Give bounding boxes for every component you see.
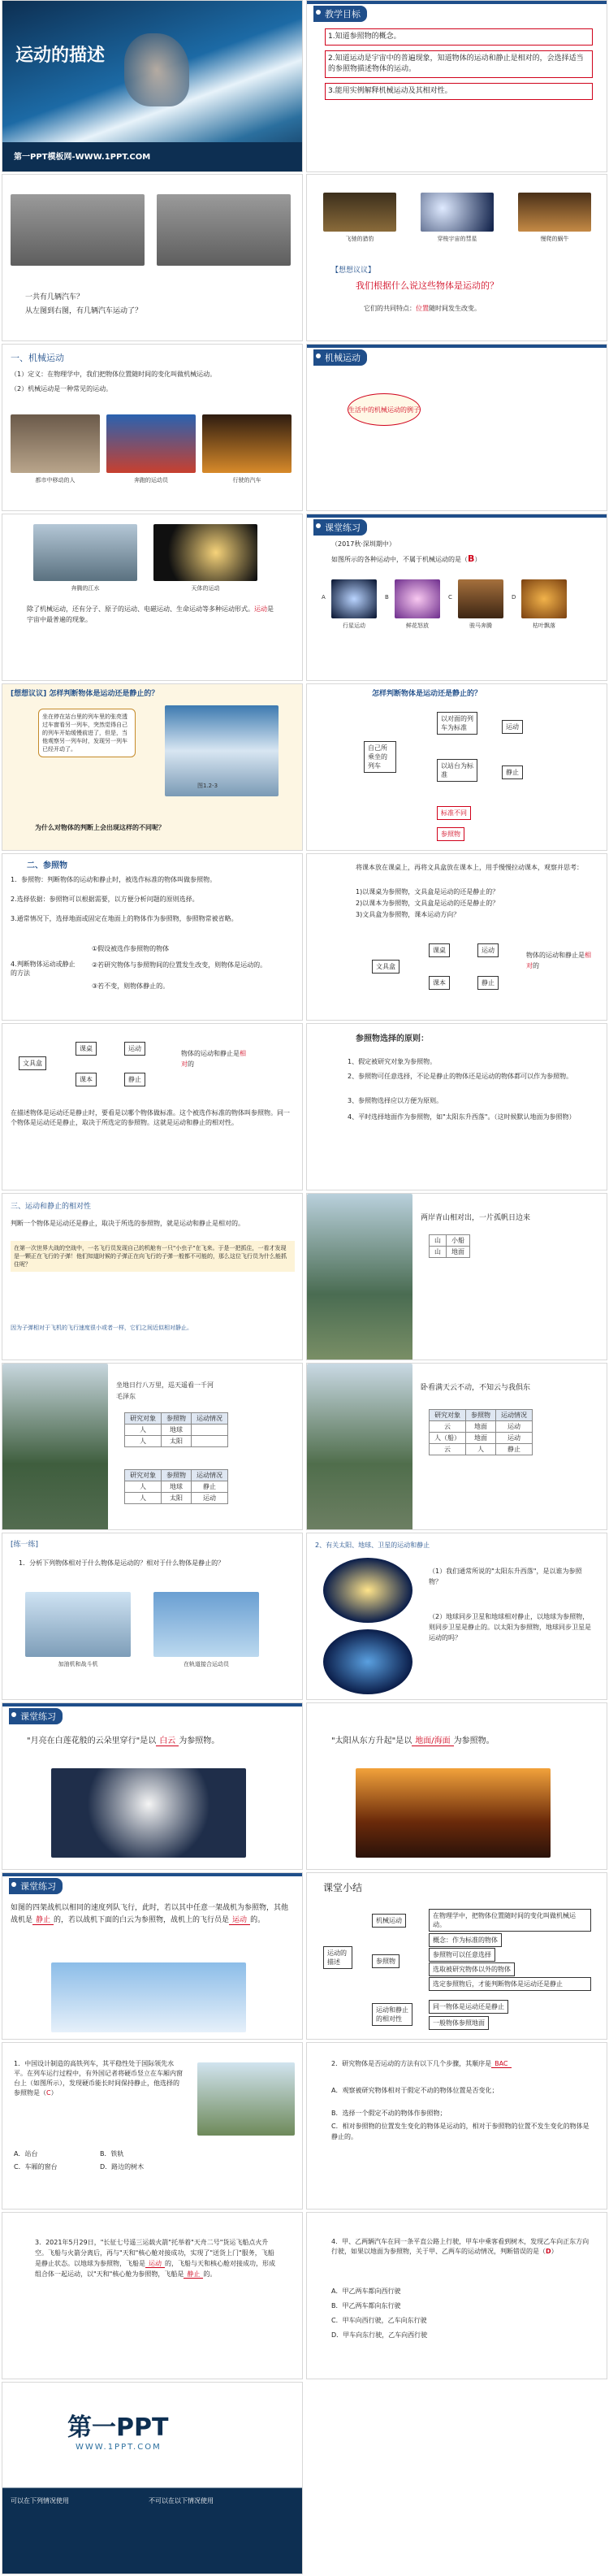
rocket-question: 3．2021年5月29日，"长征七号遥三运载火箭"托举着"天舟二号"货运飞船点火升空。飞船与火箭分离后，再与"天和"核心舱对接成功，实现了"送货上门"服务，飞船是静止状态。以地球为参照物，飞船是 运动 的，飞船与天和核心舱对接成功，形成组合体一起运动，以"天和"核心舱为参照物，飞船是 静止 的。 [35, 2239, 275, 2278]
brand-logo: 第一PPT [67, 2413, 169, 2442]
slide-practice-moon [2, 1702, 303, 1870]
ref-choice: 2.选择依据：参照物可以根据需要，以方便分析问题的原则选择。 [11, 896, 199, 903]
opt-c-label: C [448, 594, 452, 601]
planets-photo [153, 524, 257, 581]
opt-a-label: A [322, 594, 326, 601]
slide-practice-1 [306, 514, 607, 681]
brand-url: WWW.1PPT.COM [76, 2443, 162, 2452]
caption-flower: 鲜花怒放 [406, 622, 429, 629]
relative-note: 物体的运动和静止是相对的 [526, 952, 591, 969]
summary-node-ref: 参照物 [372, 1954, 400, 1968]
poem-2-author: 毛泽东 [116, 1393, 136, 1400]
method-step-2: ②若研究物体与参照物间的位置发生改变，则物体是运动的。 [92, 961, 267, 969]
caption-river: 奔腾的江水 [71, 585, 100, 592]
summary-center: 运动的描述 [323, 1946, 352, 1969]
ref-def: 1．参照物：判断物体的运动和静止时，被选作标准的物体叫做参照物。 [11, 876, 217, 883]
refuel-plane-photo [25, 1592, 131, 1657]
principles-title: 参照物选择的原则： [356, 1034, 429, 1043]
train-window-coin-image [197, 2062, 295, 2136]
opt-b: B．铁轨 [100, 2150, 124, 2158]
moon-question: "月亮在白莲花般的云朵里穿行"是以 白云 为参照物。 [27, 1737, 220, 1746]
sun-question: "太阳从东方升起"是以 地面/海面 为参照物。 [331, 1737, 495, 1746]
car-photo [202, 414, 292, 473]
ref-usual: 3.通常情况下，选择地面或固定在地面上的物体作为参照物，参照物常被省略。 [11, 915, 238, 922]
state-move: 运动 [477, 943, 499, 957]
goal-1: 1.知道参照物的概念。 [325, 28, 593, 46]
opt-d-label: D [512, 594, 516, 601]
think-question: 我们根据什么说这些物体是运动的？ [356, 280, 499, 291]
slide-q-train [2, 2042, 303, 2210]
state-still: 静止 [477, 976, 499, 990]
caption-comet: 穿梭宇宙的彗星 [437, 236, 477, 242]
poem-3-title: 卧看满天云不动，不知云与我俱东 [421, 1384, 531, 1392]
ref-book-2: 课本 [76, 1073, 97, 1086]
train-story: 坐在停在站台里的列车里的张亮透过车窗看另一列车，突然觉得自己的列车开始缓慢前进了，但是，当他观察另一列车时，发现另一列车已经开动了。 [38, 709, 136, 757]
step-b: B．选择一个假定不动的物体作参照物； [331, 2110, 447, 2117]
question-mech: 如图所示的各种运动中，不属于机械运动的是（B） [331, 553, 482, 564]
slide-examples [306, 344, 607, 511]
karst-photo [2, 1364, 108, 1530]
summary-node-rel: 运动和静止的相对性 [372, 2003, 412, 2026]
summary-leaf-6: 同一物体是运动还是静止 [429, 2000, 508, 2014]
cheetah-photo [323, 193, 396, 232]
sun-q1: （1）我们通常所说的"太阳东升西落"，是以谁为参照物？ [429, 1568, 582, 1585]
relative-p1: 判断一个物体是运动还是静止，取决于所选的参照物，就是运动和静止是相对的。 [11, 1220, 244, 1227]
slide-title [2, 0, 303, 172]
sunrise-image [356, 1768, 551, 1858]
slide-poem-3 [306, 1363, 607, 1530]
summary-leaf-3: 参照物可以任意选择 [429, 1948, 495, 1962]
summary-leaf-2: 概念：作为标准的物体 [429, 1933, 502, 1947]
figure-label: 图1.2-3 [197, 783, 218, 789]
train-window-image [165, 705, 279, 796]
relative-note-2: 物体的运动和静止是相对的 [181, 1050, 246, 1068]
state-move-2: 运动 [124, 1042, 145, 1056]
slide-goals [306, 0, 607, 172]
think-answer: 它们的共同特点：位置随时间发生改变。 [364, 305, 481, 312]
poem-3-table: 研究对象 参照物 运动情况 云 地面 运动 人（船） 地面 运动 云 人 静止 [429, 1409, 533, 1455]
slide-poem-2 [2, 1363, 303, 1530]
opt-d: D．路边的树木 [100, 2163, 145, 2171]
method-step-3: ③若不变，则物体静止的。 [92, 982, 170, 990]
state-static: 静止 [502, 765, 523, 779]
car-opt-a: A．甲乙两车都向西行驶 [331, 2288, 401, 2295]
car-opt-c: C．甲车向西行驶，乙车向东行驶 [331, 2317, 427, 2324]
runner-photo [106, 414, 196, 473]
header-goals: 教学目标 [313, 6, 367, 22]
principle-2: 2、参照物可任意选择，不论是静止的物体还是运动的物体都可以作为参照物。 [348, 1073, 573, 1080]
platform-ref: 以站台为标准 [437, 759, 477, 782]
comet-photo [421, 193, 494, 232]
ref-desk-2: 课桌 [76, 1042, 97, 1056]
bullet-2: 从左图到右图，有几辆汽车运动了？ [25, 307, 143, 315]
lake-photo [307, 1364, 412, 1530]
summary-node-mech: 机械运动 [372, 1914, 406, 1928]
obj-box-2: 文具盒 [19, 1056, 46, 1070]
slide-reference [2, 853, 303, 1021]
cars-question: 4．甲、乙两辆汽车在同一条平直公路上行驶，甲车中乘客看到树木，发现乙车向正东方向行驶，如果以地面为参照物，关于甲、乙两车的运动情况，判断错误的是（D） [331, 2238, 590, 2255]
slide-mech-motion [2, 344, 303, 511]
slide-cars [2, 174, 303, 341]
jets-question: 如图的四架战机以相同的速度列队飞行，此时，若以其中任意一架战机为参照物，其他战机是 静止 的，若以战机下面的白云为参照物，战机上的飞行员是 运动 的。 [11, 1904, 289, 1924]
slide-practice-planes [2, 1533, 303, 1700]
poem-2-table-a: 研究对象 参照物 运动情况 人 地球 人 太阳 [124, 1412, 228, 1447]
slide-principles [306, 1023, 607, 1190]
exp-q3: 3)文具盒为参照物，课本运动方向？ [356, 911, 460, 918]
car-opt-b: B．甲乙两车都向东行驶 [331, 2302, 401, 2309]
river-mountain-photo [307, 1194, 412, 1360]
caption-skydiver: 在轨道接合运动员 [184, 1661, 229, 1667]
jets-image [51, 1962, 246, 2032]
step-a: A．观察被研究物体相对于假定不动的物体位置是否变化； [331, 2087, 499, 2094]
goal-2: 2.知道运动是宇宙中的普遍现象，知道物体的运动和静止是相对的，会选择适当的参照物描述物体的运动。 [325, 50, 593, 78]
slide-poem-1 [306, 1193, 607, 1360]
slide-relativity [2, 1023, 303, 1190]
slide-practice-jets [2, 1872, 303, 2040]
footer-url: 第一PPT模板网-WWW.1PPT.COM [14, 153, 151, 162]
slide-practice-sun [306, 1702, 607, 1870]
caption-snail: 慢爬的蜗牛 [540, 236, 569, 242]
principle-3: 3、参照物选择应以方便为原则。 [348, 1097, 443, 1104]
caption-cheetah: 飞驰的猎豹 [345, 236, 374, 242]
slide-title-text: 运动的描述 [15, 46, 106, 66]
exp-q2: 2)以课本为参照物，文具盒是运动的还是静止的？ [356, 900, 499, 907]
slide-observe [306, 174, 607, 341]
ref-book: 课本 [429, 976, 450, 990]
car-opt-d: D．甲车向东行驶，乙车向西行驶 [331, 2331, 428, 2339]
slide-q-steps [306, 2042, 607, 2210]
exp-q1: 1)以课桌为参照物，文具盒是运动的还是静止的？ [356, 888, 499, 896]
heading-reference: 二、参照物 [27, 861, 67, 870]
slide-other-motion [2, 514, 303, 681]
ref-desk: 课桌 [429, 943, 450, 957]
practice-question: 1．分析下列物体相对于什么物体是运动的？相对于什么物体是静止的？ [19, 1559, 225, 1567]
goal-3: 3.能用实例解释机械运动及其相对性。 [325, 83, 593, 100]
opt-b-label: B [385, 594, 389, 601]
flower-option-image [395, 579, 440, 618]
leaf-option-image [521, 579, 567, 618]
relativity-paragraph: 在描述物体是运动还是静止时，要看是以哪个物体做标准。这个被选作标准的物体叫参照物。同一个物体是运动还是静止，取决于所选定的参照物。这就是运动和静止的相对性。 [11, 1109, 290, 1126]
sun-q2: （2）地球同步卫星和地球相对静止，以地球为参照物，则同步卫星是静止的。以太阳为参照物，地球同步卫星是运动的吗？ [429, 1613, 591, 1641]
think-title: 【想想议议】 [331, 267, 376, 275]
principle-1: 1、假定被研究对象为参照物。 [348, 1058, 437, 1065]
different-standard: 标准不同 [437, 806, 471, 820]
snail-photo [518, 193, 591, 232]
definition: （1）定义：在物理学中，我们把物体位置随时间的变化叫做机械运动。 [11, 371, 217, 378]
steps-question: 2．研究物体是否运动的方法有以下几个步骤，其顺序是 BAC [331, 2059, 591, 2069]
caption-crowd: 都市中移动的人 [35, 477, 76, 484]
caption-planet: 行星运动 [343, 622, 365, 629]
caption-runner: 奔跑的运动员 [134, 477, 168, 484]
planet-option-image [331, 579, 377, 618]
state-still-2: 静止 [124, 1073, 145, 1086]
bubble-text: 生活中的机械运动的例子 [348, 405, 420, 414]
street-photo-left [11, 194, 145, 266]
exp-intro: 将课本放在课桌上，再将文具盒放在课本上，用手慢慢拉动课本，观察并思考： [356, 864, 583, 871]
ww1-story: 在第一次世界大战的空战中，一名飞行员发现自己的机舱有一只"小虫子"在飞来。于是一把抓住，一看才发现是一颗正在飞行的子弹！他们知道时候的子弹正在向飞行的子弹一般都不可能的，那么这位飞行员为什么能抓住呢？ [11, 1241, 295, 1272]
header-practice-jets: 课堂练习 [9, 1878, 63, 1894]
surfer-image [124, 33, 189, 106]
summary-title: 课堂小结 [323, 1882, 363, 1893]
poem-1-table: 山 小船 山 地面 [429, 1234, 470, 1258]
slide-relative-motion [2, 1193, 303, 1360]
caption-horse: 骏马奔腾 [469, 622, 492, 629]
earth-satellite-image [323, 1629, 412, 1694]
summary-leaf-5: 选定参照物后，才能判断物体是运动还是静止 [429, 1977, 591, 1991]
caption-refuel: 加油机和战斗机 [58, 1661, 98, 1667]
summary-leaf-7: 一般物体参照地面 [429, 2016, 489, 2030]
prohibited-uses: 不可以在以下情况使用 [149, 2497, 214, 2504]
slide-q-cars [306, 2212, 607, 2379]
slide-pencil-box [306, 853, 607, 1021]
train-coin-question: 1．中国设计制造的高铁列车，其平稳性处于国际领先水平。在列车运行过程中，有外国记者将硬币竖立在车厢内窗台上（如图所示），发现硬币能长时间保持静止，他选择的参照物是（C） [14, 2060, 183, 2097]
skydiver-photo [153, 1592, 259, 1657]
heading-mech: 一、机械运动 [11, 353, 64, 363]
sun-earth-heading: 2、有关太阳、地球、卫星的运动和静止 [315, 1542, 430, 1549]
source: （2017秋·深圳期中） [331, 540, 395, 548]
state-moving: 运动 [502, 720, 523, 734]
heading-relative: 三、运动和静止的相对性 [11, 1203, 92, 1211]
slide-q-rocket [2, 2212, 303, 2379]
practice-title: [练一练] [11, 1541, 39, 1549]
obj-box: 文具盒 [372, 960, 400, 974]
caption-planets: 天体的运动 [191, 585, 220, 592]
horse-option-image [458, 579, 503, 618]
street-photo-right [157, 194, 291, 266]
bullet-1: 一共有几辆汽车？ [25, 293, 84, 301]
slide-summary [306, 1872, 607, 2040]
why-question: 为什么对物体的判断上会出现这样的不同呢？ [35, 824, 165, 831]
other-motion-text: 除了机械运动，还有分子、原子的运动、电磁运动、生命运动等多种运动形式。运动是宇宙中最普遍的现象。 [27, 605, 274, 623]
method-step-1: ①假设被选作参照物的物体 [92, 945, 170, 952]
common-motion: （2）机械运动是一种常见的运动。 [11, 385, 113, 392]
header-practice-1: 课堂练习 [313, 519, 367, 536]
summary-leaf-1: 在物理学中，把物体位置随时间的变化叫做机械运动。 [429, 1909, 591, 1932]
moon-clouds-image [51, 1768, 246, 1858]
think-train-title: [想想议议] 怎样判断物体是运动还是静止的？ [11, 690, 159, 698]
opt-a: A．站台 [14, 2150, 38, 2158]
poem-2-title: 坐地日行八万里，巡天遥看一千河 [116, 1381, 214, 1389]
header-practice-moon: 课堂练习 [9, 1708, 63, 1724]
crowd-photo [11, 414, 100, 473]
poem-2-table-b: 研究对象 参照物 运动情况 人 地球 静止 人 太阳 运动 [124, 1469, 228, 1504]
opt-c: C．车厢的窗台 [14, 2163, 58, 2171]
slide-footer [2, 2382, 303, 2574]
poem-1-title: 两岸青山相对出，一片孤帆日边来 [421, 1214, 531, 1222]
river-photo [33, 524, 137, 581]
slide-sun-earth [306, 1533, 607, 1700]
sun-cycle-image [323, 1558, 412, 1623]
reference-object: 参照物 [437, 827, 464, 841]
opposite-train-ref: 以对面的列车为标准 [437, 712, 477, 735]
caption-car: 行驶的汽车 [232, 477, 261, 484]
own-train-box: 自己所乘坐的列车 [364, 741, 396, 773]
slide-judge-motion [306, 683, 607, 851]
judge-title: 怎样判断物体是运动还是静止的？ [372, 690, 482, 698]
allowed-uses: 可以在下列情况使用 [11, 2497, 69, 2504]
principle-4: 4、平时选择地面作为参照物，如"太阳东升西落"。（这时候默认地面为参照物） [348, 1113, 576, 1121]
caption-leaf: 枯叶飘落 [533, 622, 555, 629]
slide-train-thinking [2, 683, 303, 851]
example-bubble [348, 393, 421, 426]
method-label: 4.判断物体运动或静止的方法 [11, 961, 76, 977]
header-examples: 机械运动 [313, 349, 367, 366]
step-c: C．相对参照物的位置发生变化的物体是运动的，相对于参照物的位置不发生变化的物体是静止的。 [331, 2123, 590, 2140]
summary-leaf-4: 选取被研究物体以外的物体 [429, 1962, 515, 1976]
ww1-answer: 因为子弹相对于飞机的飞行速度很小或者一样，它们之间近似相对静止。 [11, 1325, 192, 1331]
